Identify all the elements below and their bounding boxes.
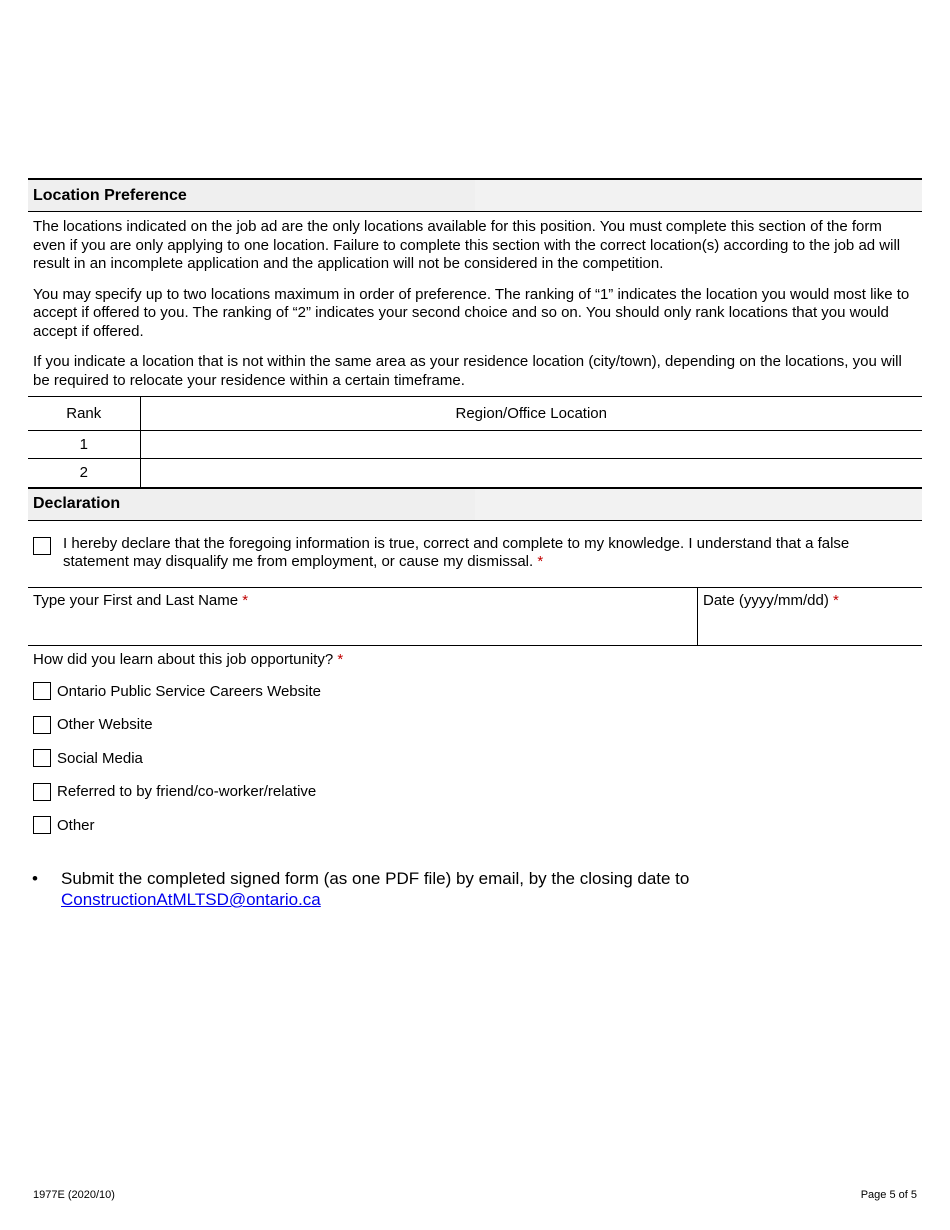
submit-text: Submit the completed signed form (as one PDF file) by email, by the closing date to bbox=[61, 869, 690, 888]
option-ops-careers[interactable] bbox=[28, 675, 922, 709]
application-form bbox=[28, 178, 922, 842]
option-referred[interactable] bbox=[28, 775, 922, 809]
location-paragraph-3: If you indicate a location that is not within the same area as your residence location (city/town), depending on the locations, you will be required to relocate your residence within a certain timeframe. bbox=[33, 353, 902, 389]
option-other-website[interactable] bbox=[28, 708, 922, 742]
location-preference-section bbox=[28, 178, 922, 487]
option-label: Other Website bbox=[57, 716, 153, 734]
submit-instruction bbox=[32, 868, 752, 910]
option-label: Social Media bbox=[57, 749, 143, 767]
date-field[interactable] bbox=[698, 588, 922, 645]
rank-cell: 2 bbox=[28, 459, 140, 487]
location-input-cell[interactable] bbox=[140, 431, 922, 459]
form-number: 1977E (2020/10) bbox=[33, 1189, 115, 1201]
rank-cell: 1 bbox=[28, 431, 140, 459]
location-rank-table bbox=[28, 396, 922, 487]
option-checkbox[interactable] bbox=[33, 816, 51, 834]
option-label: Referred to by friend/co-worker/relative bbox=[57, 783, 317, 801]
required-mark: * bbox=[242, 591, 249, 609]
location-paragraph-1: The locations indicated on the job ad are the only locations available for this position. You must complete this section of the form even if you are only applying to one location. Failure to complete this section with the correct location(s) according to the job ad will result in an incomplete application and the application will not be considered in the competition. bbox=[33, 218, 901, 272]
option-checkbox[interactable] bbox=[33, 783, 51, 801]
date-label: Date (yyyy/mm/dd) bbox=[703, 591, 829, 609]
option-label: Other bbox=[57, 816, 95, 834]
learn-question-text: How did you learn about this job opportunity? bbox=[33, 650, 334, 668]
submit-text-wrap bbox=[61, 868, 689, 910]
required-mark: * bbox=[833, 591, 839, 609]
region-column-header: Region/Office Location bbox=[140, 397, 922, 431]
name-date-row bbox=[28, 588, 922, 646]
declaration-statement: I hereby declare that the foregoing information is true, correct and complete to my knowledge. I understand that a false statement may disqualify me from employment, or cause my dismissal. bbox=[63, 534, 850, 570]
table-row bbox=[28, 431, 922, 459]
location-paragraph-2: You may specify up to two locations maximum in order of preference. The ranking of “1” indicates the location you would most like to accept if offered to you. The ranking of “2” indicates your second choice and so on. You should only rank locations that you would accept if offered. bbox=[33, 285, 910, 340]
submit-email-link[interactable]: ConstructionAtMLTSD@ontario.ca bbox=[61, 890, 321, 909]
location-input-cell[interactable] bbox=[140, 459, 922, 487]
option-checkbox[interactable] bbox=[33, 716, 51, 734]
option-social-media[interactable] bbox=[28, 742, 922, 776]
name-label: Type your First and Last Name bbox=[33, 591, 239, 609]
declaration-section bbox=[28, 487, 922, 843]
name-field[interactable] bbox=[28, 588, 698, 645]
required-mark: * bbox=[537, 552, 544, 570]
required-mark: * bbox=[337, 650, 344, 668]
location-preference-header: Location Preference bbox=[28, 178, 922, 212]
table-header-row bbox=[28, 397, 922, 431]
option-checkbox[interactable] bbox=[33, 749, 51, 767]
declaration-row bbox=[28, 521, 922, 588]
learn-question bbox=[28, 646, 922, 675]
bullet-point: • bbox=[32, 869, 38, 888]
option-other[interactable] bbox=[28, 809, 922, 843]
declaration-header: Declaration bbox=[28, 487, 922, 521]
rank-column-header: Rank bbox=[28, 397, 140, 431]
declaration-statement-wrap bbox=[63, 535, 917, 571]
page-number: Page 5 of 5 bbox=[860, 1189, 917, 1201]
declaration-checkbox[interactable] bbox=[33, 537, 51, 555]
table-row bbox=[28, 459, 922, 487]
option-label: Ontario Public Service Careers Website bbox=[57, 682, 321, 700]
option-checkbox[interactable] bbox=[33, 682, 51, 700]
